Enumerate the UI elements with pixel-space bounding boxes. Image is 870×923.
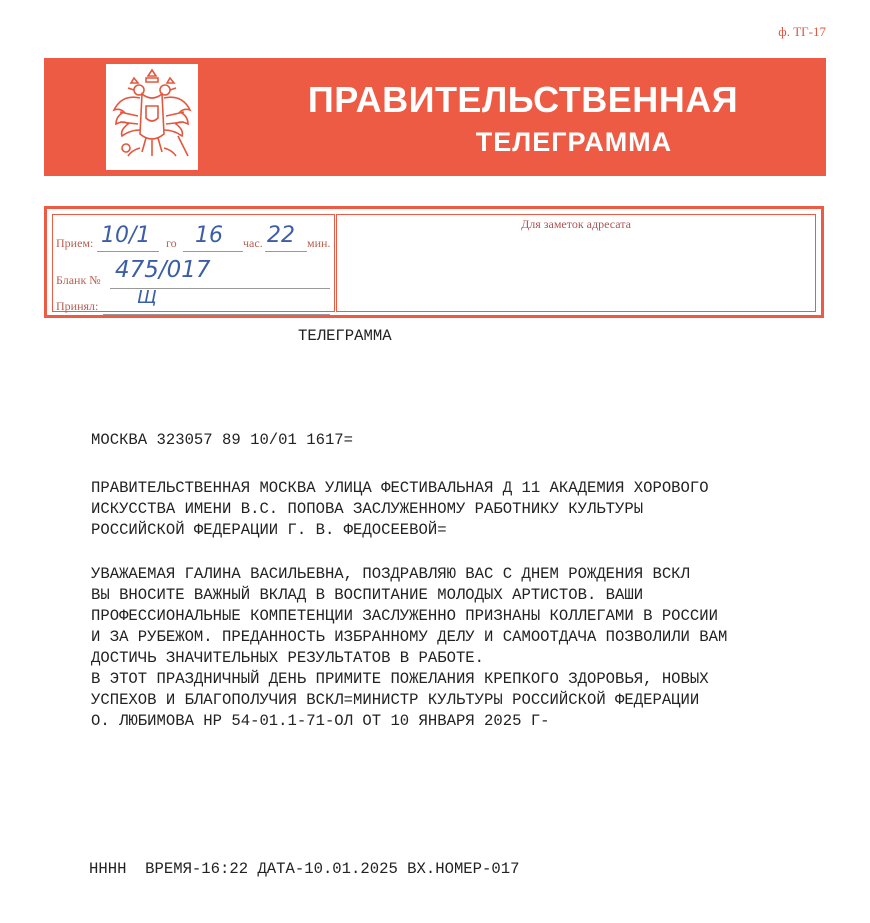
hour-label: го <box>166 236 177 250</box>
address-line: РОССИЙСКОЙ ФЕДЕРАЦИИ Г. В. ФЕДОСЕЕВОЙ= <box>91 521 447 539</box>
address-line: ИСКУССТВА ИМЕНИ В.С. ПОПОВА ЗАСЛУЖЕННОМУ РАБОТНИКУ КУЛЬТУРЫ <box>91 500 644 518</box>
body-line: ПРОФЕССИОНАЛЬНЫЕ КОМПЕТЕНЦИИ ЗАСЛУЖЕННО ПРИЗНАНЫ КОЛЛЕГАМИ В РОССИИ <box>91 607 718 625</box>
telegram-header-banner <box>44 58 826 176</box>
minutes-unit: мин. <box>307 236 331 250</box>
body-line: УСПЕХОВ И БЛАГОПОЛУЧИЯ ВСКЛ=МИНИСТР КУЛЬТУРЫ РОССИЙСКОЙ ФЕДЕРАЦИИ <box>91 691 700 709</box>
form-number-label: Бланк № <box>56 273 101 287</box>
hours-unit: час. <box>243 236 263 250</box>
footer-line: НННН ВРЕМЯ-16:22 ДАТА-10.01.2025 ВХ.НОМЕР-017 <box>89 860 520 878</box>
recipient-notes-area <box>336 214 816 312</box>
accepted-signature: Щ <box>137 287 157 308</box>
body-line: ВЫ ВНОСИТЕ ВАЖНЫЙ ВКЛАД В ВОСПИТАНИЕ МОЛОДЫХ АРТИСТОВ. ВАШИ <box>91 586 644 604</box>
received-minutes: 22 <box>267 223 295 248</box>
body-line: ДОСТИЧЬ ЗНАЧИТЕЛЬНЫХ РЕЗУЛЬТАТОВ В РАБОТЕ. <box>91 649 485 667</box>
notes-label: Для заметок адресата <box>521 217 631 231</box>
form-code: ф. ТГ-17 <box>778 24 826 39</box>
coat-of-arms-emblem-icon <box>106 64 198 170</box>
banner-title: ПРАВИТЕЛЬСТВЕННАЯ <box>307 79 739 120</box>
body-line: О. ЛЮБИМОВА НР 54-01.1-71-ОЛ ОТ 10 ЯНВАРЯ 2025 Г- <box>91 712 550 730</box>
telegram-type: ТЕЛЕГРАММА <box>298 327 392 345</box>
received-label: Прием: <box>56 236 94 250</box>
body-line: И ЗА РУБЕЖОМ. ПРЕДАННОСТЬ ИЗБРАННОМУ ДЕЛУ И САМООТДАЧА ПОЗВОЛИЛИ ВАМ <box>91 628 728 646</box>
receipt-fields <box>52 214 335 312</box>
address-line: ПРАВИТЕЛЬСТВЕННАЯ МОСКВА УЛИЦА ФЕСТИВАЛЬНАЯ Д 11 АКАДЕМИЯ ХОРОВОГО <box>91 479 709 497</box>
form-number-value: 475/017 <box>115 257 211 283</box>
body-line: В ЭТОТ ПРАЗДНИЧНЫЙ ДЕНЬ ПРИМИТЕ ПОЖЕЛАНИЯ КРЕПКОГО ЗДОРОВЬЯ, НОВЫХ <box>91 670 709 688</box>
accepted-label: Принял: <box>56 299 99 313</box>
received-date: 10/1 <box>101 223 151 248</box>
origin-line: МОСКВА 323057 89 10/01 1617= <box>91 431 354 449</box>
receipt-box <box>44 206 824 318</box>
received-hour: 16 <box>195 223 223 248</box>
body-line: УВАЖАЕМАЯ ГАЛИНА ВАСИЛЬЕВНА, ПОЗДРАВЛЯЮ ВАС С ДНЕМ РОЖДЕНИЯ ВСКЛ <box>91 565 690 583</box>
banner-subtitle: ТЕЛЕГРАММА <box>475 127 673 157</box>
